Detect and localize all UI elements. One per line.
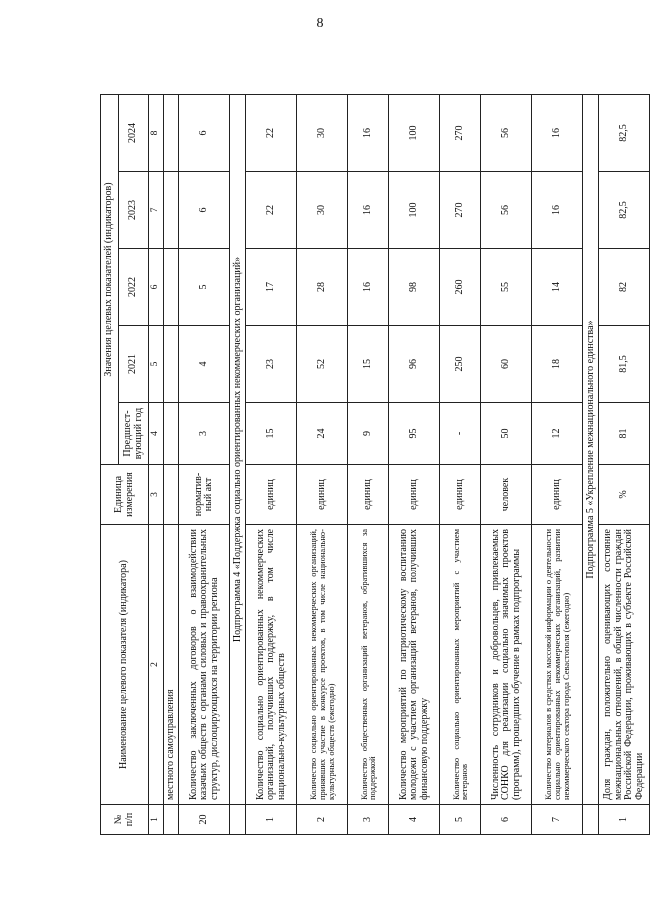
subprogram-4-heading: Подпрограмма 4 «Поддержка социально ориентированных некоммерческих организаций» — [230, 95, 246, 805]
row-no — [230, 805, 246, 835]
row-no: 3 — [348, 805, 389, 835]
row-unit: % — [599, 465, 650, 525]
row-2024: 100 — [389, 95, 440, 172]
row-name: Количество социально ориентированных некоммерческих организаций, получивших поддержку, в том числе национально-культурных обществ — [246, 525, 297, 805]
row-2024: 16 — [348, 95, 389, 172]
header-prev-year: Предшест-вующий год — [119, 403, 149, 465]
row-prev: 95 — [389, 403, 440, 465]
table-row — [348, 95, 389, 835]
row-prev: - — [440, 403, 481, 465]
row-no: 2 — [297, 805, 348, 835]
column-numbers-row — [149, 95, 164, 835]
table-row — [481, 95, 532, 835]
row-2021 — [163, 326, 179, 403]
row-unit: человек — [481, 465, 532, 525]
row-unit: единиц — [297, 465, 348, 525]
subprogram-5-heading: Подпрограмма 5 «Укрепление межнационального единства» — [583, 95, 599, 805]
row-2023 — [163, 172, 179, 249]
column-number: 6 — [149, 249, 164, 326]
row-2023: 16 — [348, 172, 389, 249]
row-2021: 96 — [389, 326, 440, 403]
column-number: 8 — [149, 95, 164, 172]
row-2023: 22 — [246, 172, 297, 249]
row-2022: 98 — [389, 249, 440, 326]
row-2022: 55 — [481, 249, 532, 326]
header-name: Наименование целевого показателя (индикатора) — [101, 525, 149, 805]
table-row — [297, 95, 348, 835]
row-unit: единиц — [440, 465, 481, 525]
header-year: 2024 — [119, 95, 149, 172]
indicators-table — [100, 94, 650, 835]
row-2024: 22 — [246, 95, 297, 172]
row-2024: 82,5 — [599, 95, 650, 172]
row-no: 1 — [246, 805, 297, 835]
row-2021: 23 — [246, 326, 297, 403]
row-2023: 6 — [179, 172, 230, 249]
column-number: 5 — [149, 326, 164, 403]
row-unit: единиц — [532, 465, 583, 525]
row-2021: 4 — [179, 326, 230, 403]
row-prev: 9 — [348, 403, 389, 465]
row-2024: 30 — [297, 95, 348, 172]
column-number: 1 — [149, 805, 164, 835]
row-2023: 30 — [297, 172, 348, 249]
row-2023: 82,5 — [599, 172, 650, 249]
row-prev: 12 — [532, 403, 583, 465]
row-no: 7 — [532, 805, 583, 835]
rotated-table-container — [100, 95, 645, 835]
row-2024: 6 — [179, 95, 230, 172]
table-row — [163, 95, 179, 835]
row-no — [583, 805, 599, 835]
row-2021: 81,5 — [599, 326, 650, 403]
row-prev: 24 — [297, 403, 348, 465]
row-2023: 56 — [481, 172, 532, 249]
table-row — [532, 95, 583, 835]
table-row — [246, 95, 297, 835]
row-prev: 3 — [179, 403, 230, 465]
row-no: 4 — [389, 805, 440, 835]
table-row — [599, 95, 650, 835]
row-2022: 14 — [532, 249, 583, 326]
row-name: местного самоуправления — [163, 525, 179, 805]
row-no: 5 — [440, 805, 481, 835]
row-2024: 270 — [440, 95, 481, 172]
row-2023: 16 — [532, 172, 583, 249]
row-unit: норматив-ный акт — [179, 465, 230, 525]
row-no: 20 — [179, 805, 230, 835]
row-prev: 81 — [599, 403, 650, 465]
row-unit: единиц — [348, 465, 389, 525]
row-name: Количество заключенных договоров о взаимодействии казачьих обществ с органами силовых и правоохранительных структур, дислоцирующихся на территории региона — [179, 525, 230, 805]
row-2021: 15 — [348, 326, 389, 403]
row-2022: 82 — [599, 249, 650, 326]
row-2023: 100 — [389, 172, 440, 249]
row-name: Доля граждан, положительно оценивающих состояние межнациональных отношений, в общей численности граждан Российской Федерации, проживающих в субъекте Российской Федерации — [599, 525, 650, 805]
header-no: № п/п — [101, 805, 149, 835]
row-2021: 52 — [297, 326, 348, 403]
row-name: Численность сотрудников и добровольцев, привлекаемых СОНКО для реализации социально значимых проектов (программ), прошедших обучение в рамках подпрограммы — [481, 525, 532, 805]
row-2022: 5 — [179, 249, 230, 326]
row-no: 1 — [599, 805, 650, 835]
column-number: 7 — [149, 172, 164, 249]
row-prev: 50 — [481, 403, 532, 465]
row-name: Количество мероприятий по патриотическому воспитанию молодежи с участием организаций ветеранов, получивших финансовую поддержку — [389, 525, 440, 805]
page-number: 8 — [316, 16, 324, 31]
row-unit — [163, 465, 179, 525]
table-row — [389, 95, 440, 835]
column-number: 4 — [149, 403, 164, 465]
row-2022: 260 — [440, 249, 481, 326]
row-unit: единиц — [246, 465, 297, 525]
row-prev — [163, 403, 179, 465]
column-number: 3 — [149, 465, 164, 525]
header-unit: Единица измерения — [101, 465, 149, 525]
row-2021: 250 — [440, 326, 481, 403]
row-2024: 16 — [532, 95, 583, 172]
header-year: 2023 — [119, 172, 149, 249]
column-number: 2 — [149, 525, 164, 805]
row-2022 — [163, 249, 179, 326]
row-no — [163, 805, 179, 835]
header-year: 2021 — [119, 326, 149, 403]
row-no: 6 — [481, 805, 532, 835]
table-row — [440, 95, 481, 835]
row-2023: 270 — [440, 172, 481, 249]
row-name: Количество социально ориентированных мероприятий с участием ветеранов — [440, 525, 481, 805]
header-year: 2022 — [119, 249, 149, 326]
row-2024: 56 — [481, 95, 532, 172]
row-name: Количество социально ориентированных некоммерческих организаций, принявших участие в конкурсе проектов, в том числе национально-культурных обществ (ежегодно) — [297, 525, 348, 805]
header-values-group: Значения целевых показателей (индикаторов) — [101, 95, 119, 465]
row-name: Количество общественных организаций ветеранов, обратившихся за поддержкой — [348, 525, 389, 805]
row-2024 — [163, 95, 179, 172]
row-name: Количество материалов в средствах массовой информации о деятельности социально ориентированных некоммерческих организаций, развитии некоммерческого сектора города Севастополя (ежегодно) — [532, 525, 583, 805]
row-2022: 28 — [297, 249, 348, 326]
row-2021: 18 — [532, 326, 583, 403]
row-2022: 17 — [246, 249, 297, 326]
row-2022: 16 — [348, 249, 389, 326]
row-unit: единиц — [389, 465, 440, 525]
row-prev: 15 — [246, 403, 297, 465]
table-row — [179, 95, 230, 835]
row-2021: 60 — [481, 326, 532, 403]
